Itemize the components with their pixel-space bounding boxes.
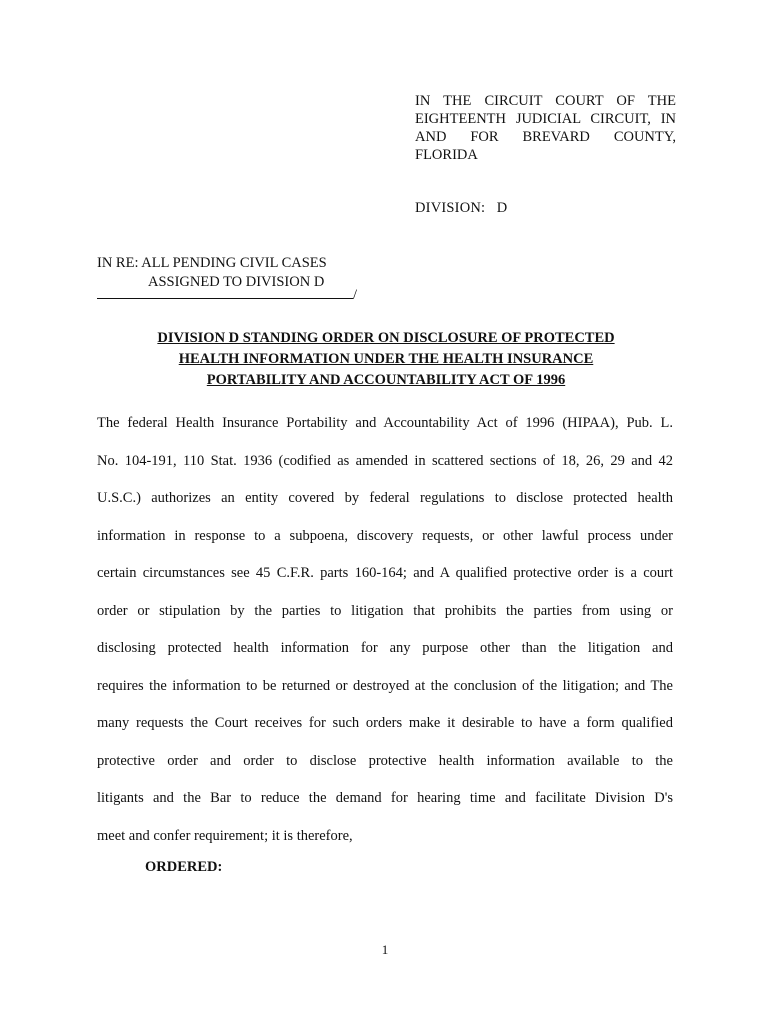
- caption-slash: /: [353, 287, 358, 303]
- body-line: requires the information to be returned or destroyed at the conclusion of the litigation; and The: [97, 677, 673, 694]
- body-paragraph: [97, 405, 673, 855]
- body-line: U.S.C.) authorizes an entity covered by federal regulations to disclose protected health: [97, 490, 673, 506]
- title-line: PORTABILITY AND ACCOUNTABILITY ACT OF 1996: [206, 372, 566, 388]
- court-caption: [415, 92, 676, 164]
- in-re-line-2: ASSIGNED TO DIVISION D: [148, 274, 325, 290]
- body-line: order or stipulation by the parties to litigation that prohibits the parties from using or: [97, 602, 673, 619]
- body-line: protective order and order to disclose protective health information available to the: [97, 752, 673, 769]
- division-label: DIVISION: D: [415, 200, 508, 216]
- caption-rule: [97, 286, 357, 304]
- body-line: certain circumstances see 45 C.F.R. parts 160-164; and A qualified protective order is a court: [97, 565, 673, 581]
- body-line: No. 104-191, 110 Stat. 1936 (codified as amended in scattered sections of 18, 26, 29 and 42: [97, 452, 673, 469]
- body-line: litigants and the Bar to reduce the demand for hearing time and facilitate Division D's: [97, 790, 673, 806]
- caption-underline: [97, 286, 353, 299]
- court-caption-line: IN THE CIRCUIT COURT OF THE: [415, 93, 676, 109]
- body-line: The federal Health Insurance Portability and Accountability Act of 1996 (HIPAA), Pub. L.: [97, 415, 673, 431]
- court-caption-line: AND FOR BREVARD COUNTY,: [415, 129, 676, 145]
- ordered-heading: ORDERED:: [145, 859, 223, 875]
- body-line: meet and confer requirement; it is therefore,: [97, 827, 353, 844]
- court-caption-line: FLORIDA: [415, 147, 478, 163]
- title-line: HEALTH INFORMATION UNDER THE HEALTH INSURANCE: [178, 351, 594, 367]
- title-line: DIVISION D STANDING ORDER ON DISCLOSURE OF PROTECTED: [157, 330, 615, 346]
- page-number: 1: [381, 942, 389, 957]
- body-line: many requests the Court receives for such orders make it desirable to have a form qualified: [97, 715, 673, 731]
- body-line: information in response to a subpoena, discovery requests, or other lawful process under: [97, 527, 673, 544]
- body-line: disclosing protected health information for any purpose other than the litigation and: [97, 640, 673, 656]
- court-caption-line: EIGHTEENTH JUDICIAL CIRCUIT, IN: [415, 111, 676, 127]
- document-title: [97, 328, 675, 391]
- in-re-line-1: IN RE: ALL PENDING CIVIL CASES: [97, 255, 327, 271]
